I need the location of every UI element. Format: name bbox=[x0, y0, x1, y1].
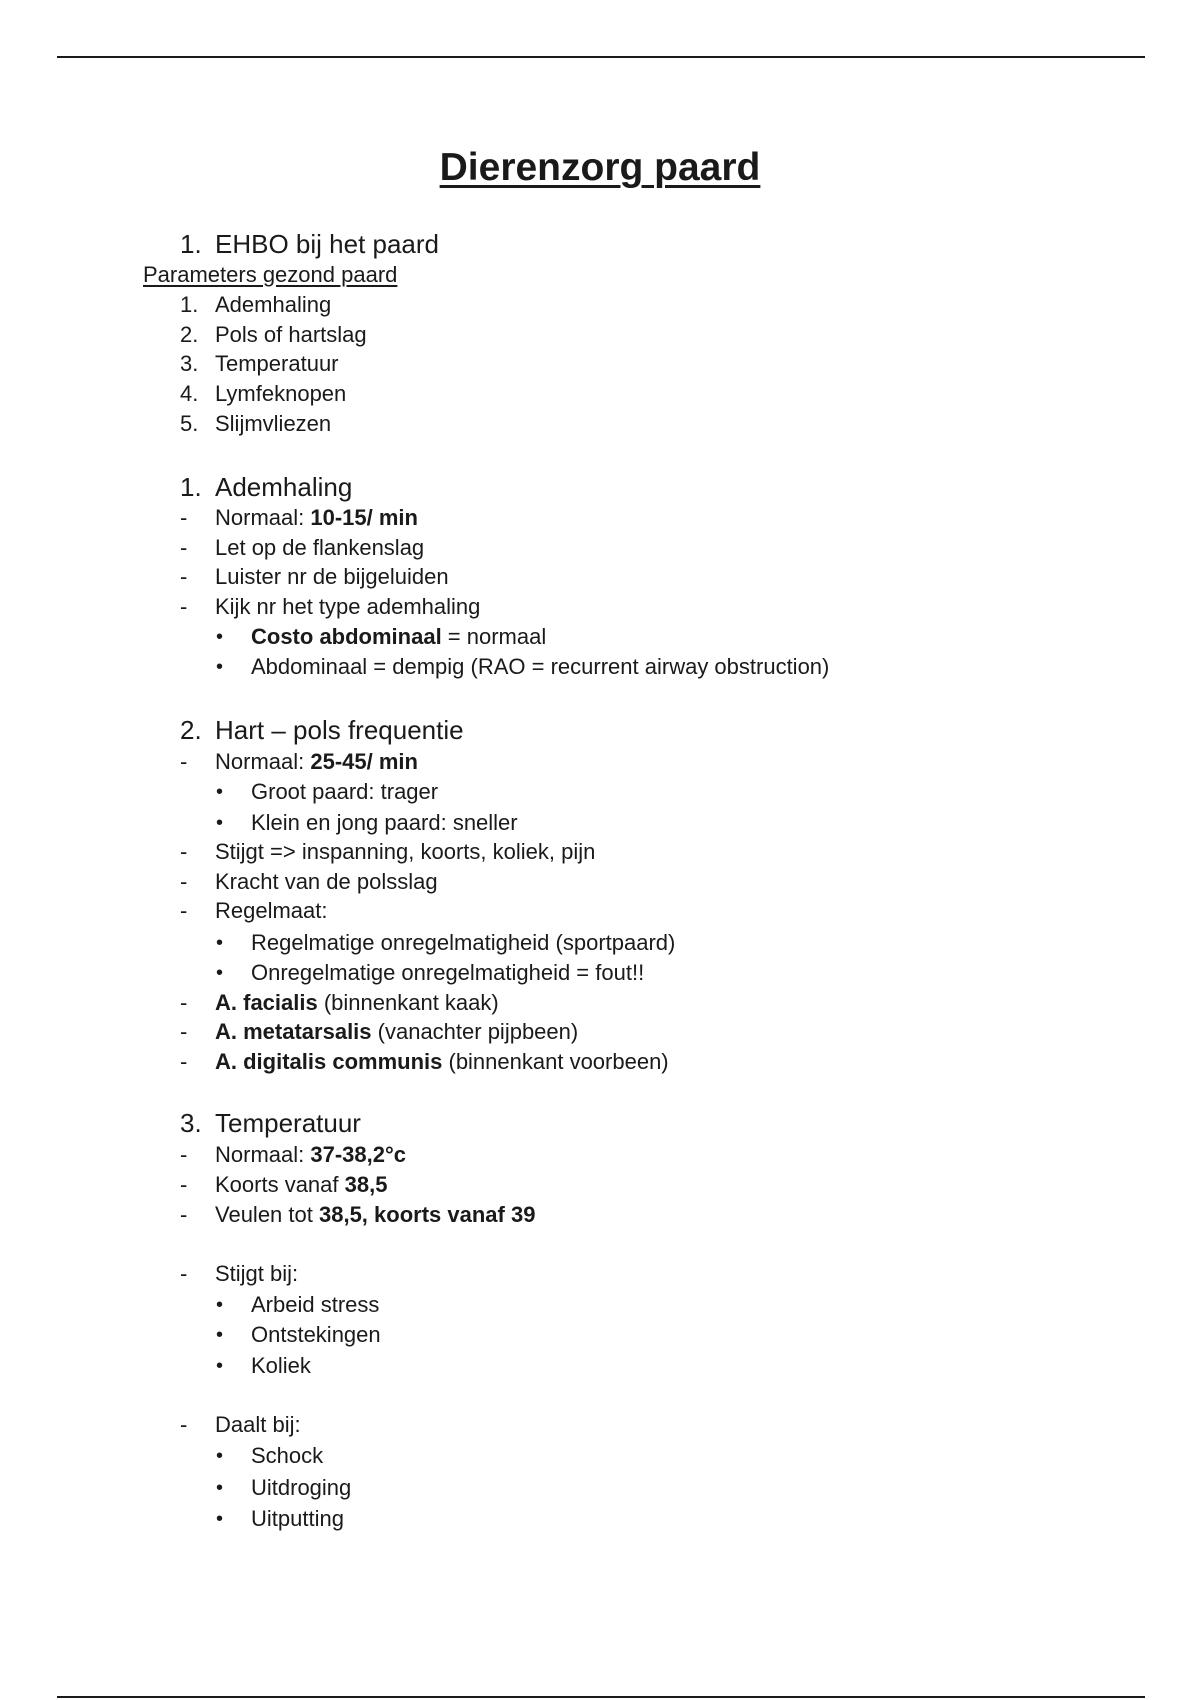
section-number: 2. bbox=[180, 715, 202, 745]
list-item: Normaal: 37-38,2°c bbox=[215, 1142, 407, 1167]
list-number: 5. bbox=[180, 411, 199, 436]
list-item: Pols of hartslag bbox=[215, 322, 367, 347]
section-number: 3. bbox=[180, 1108, 202, 1138]
list-item: Daalt bij: bbox=[215, 1412, 301, 1437]
dash-icon: - bbox=[180, 1049, 188, 1074]
list-item: Ontstekingen bbox=[251, 1322, 381, 1347]
bullet-icon: • bbox=[216, 812, 224, 834]
bullet-icon: • bbox=[216, 1324, 224, 1346]
list-item: Normaal: 10-15/ min bbox=[215, 505, 418, 530]
list-item: Kracht van de polsslag bbox=[215, 869, 438, 894]
list-item: Normaal: 25-45/ min bbox=[215, 749, 418, 774]
list-item: A. facialis (binnenkant kaak) bbox=[215, 990, 499, 1015]
list-item: Abdominaal = dempig (RAO = recurrent airway obstruction) bbox=[251, 654, 830, 679]
list-item: Groot paard: trager bbox=[251, 779, 439, 804]
bullet-icon: • bbox=[216, 1355, 224, 1377]
list-item: Veulen tot 38,5, koorts vanaf 39 bbox=[215, 1202, 536, 1227]
list-item: Koliek bbox=[251, 1353, 311, 1378]
list-number: 3. bbox=[180, 351, 199, 376]
list-item: Arbeid stress bbox=[251, 1292, 380, 1317]
list-item: Klein en jong paard: sneller bbox=[251, 810, 518, 835]
list-item: Regelmaat: bbox=[215, 898, 328, 923]
dash-icon: - bbox=[180, 1202, 188, 1227]
section-heading-ehbo: EHBO bij het paard bbox=[215, 229, 440, 259]
list-item: Temperatuur bbox=[215, 351, 339, 376]
dash-icon: - bbox=[180, 898, 188, 923]
header-rule bbox=[57, 56, 1145, 58]
section-heading-ademhaling: Ademhaling bbox=[215, 472, 353, 502]
list-item: A. metatarsalis (vanachter pijpbeen) bbox=[215, 1019, 579, 1044]
dash-icon: - bbox=[180, 1142, 188, 1167]
dash-icon: - bbox=[180, 564, 188, 589]
list-item: Costo abdominaal = normaal bbox=[251, 624, 547, 649]
document-title: Dierenzorg paard bbox=[439, 146, 761, 189]
dash-icon: - bbox=[180, 1261, 188, 1286]
list-number: 1. bbox=[180, 292, 199, 317]
bullet-icon: • bbox=[216, 932, 224, 954]
list-item: Koorts vanaf 38,5 bbox=[215, 1172, 388, 1197]
list-number: 2. bbox=[180, 322, 199, 347]
dash-icon: - bbox=[180, 594, 188, 619]
dash-icon: - bbox=[180, 1172, 188, 1197]
dash-icon: - bbox=[180, 749, 188, 774]
bullet-icon: • bbox=[216, 781, 224, 803]
bullet-icon: • bbox=[216, 1477, 224, 1499]
footer-rule bbox=[57, 1696, 1145, 1698]
list-item: Uitdroging bbox=[251, 1475, 352, 1500]
dash-icon: - bbox=[180, 839, 188, 864]
list-item: A. digitalis communis (binnenkant voorbeen) bbox=[215, 1049, 669, 1074]
list-item: Lymfeknopen bbox=[215, 381, 347, 406]
list-item: Onregelmatige onregelmatigheid = fout!! bbox=[251, 960, 645, 985]
bullet-icon: • bbox=[216, 1508, 224, 1530]
dash-icon: - bbox=[180, 535, 188, 560]
list-item: Schock bbox=[251, 1443, 324, 1468]
list-item: Stijgt => inspanning, koorts, koliek, pijn bbox=[215, 839, 596, 864]
section-heading-hart: Hart – pols frequentie bbox=[215, 715, 464, 745]
section-heading-temperatuur: Temperatuur bbox=[215, 1108, 361, 1138]
list-item: Stijgt bij: bbox=[215, 1261, 299, 1286]
dash-icon: - bbox=[180, 1412, 188, 1437]
bullet-icon: • bbox=[216, 1445, 224, 1467]
bullet-icon: • bbox=[216, 962, 224, 984]
subheading-parameters: Parameters gezond paard bbox=[143, 262, 398, 287]
bullet-icon: • bbox=[216, 626, 224, 648]
dash-icon: - bbox=[180, 869, 188, 894]
list-item: Uitputting bbox=[251, 1506, 344, 1531]
dash-icon: - bbox=[180, 1019, 188, 1044]
bullet-icon: • bbox=[216, 1294, 224, 1316]
list-item: Ademhaling bbox=[215, 292, 332, 317]
list-item: Kijk nr het type ademhaling bbox=[215, 594, 481, 619]
list-item: Let op de flankenslag bbox=[215, 535, 425, 560]
section-number: 1. bbox=[180, 472, 202, 502]
list-number: 4. bbox=[180, 381, 199, 406]
section-number: 1. bbox=[180, 229, 202, 259]
bullet-icon: • bbox=[216, 656, 224, 678]
list-item: Luister nr de bijgeluiden bbox=[215, 564, 449, 589]
list-item: Regelmatige onregelmatigheid (sportpaard) bbox=[251, 930, 676, 955]
list-item: Slijmvliezen bbox=[215, 411, 332, 436]
dash-icon: - bbox=[180, 990, 188, 1015]
dash-icon: - bbox=[180, 505, 188, 530]
